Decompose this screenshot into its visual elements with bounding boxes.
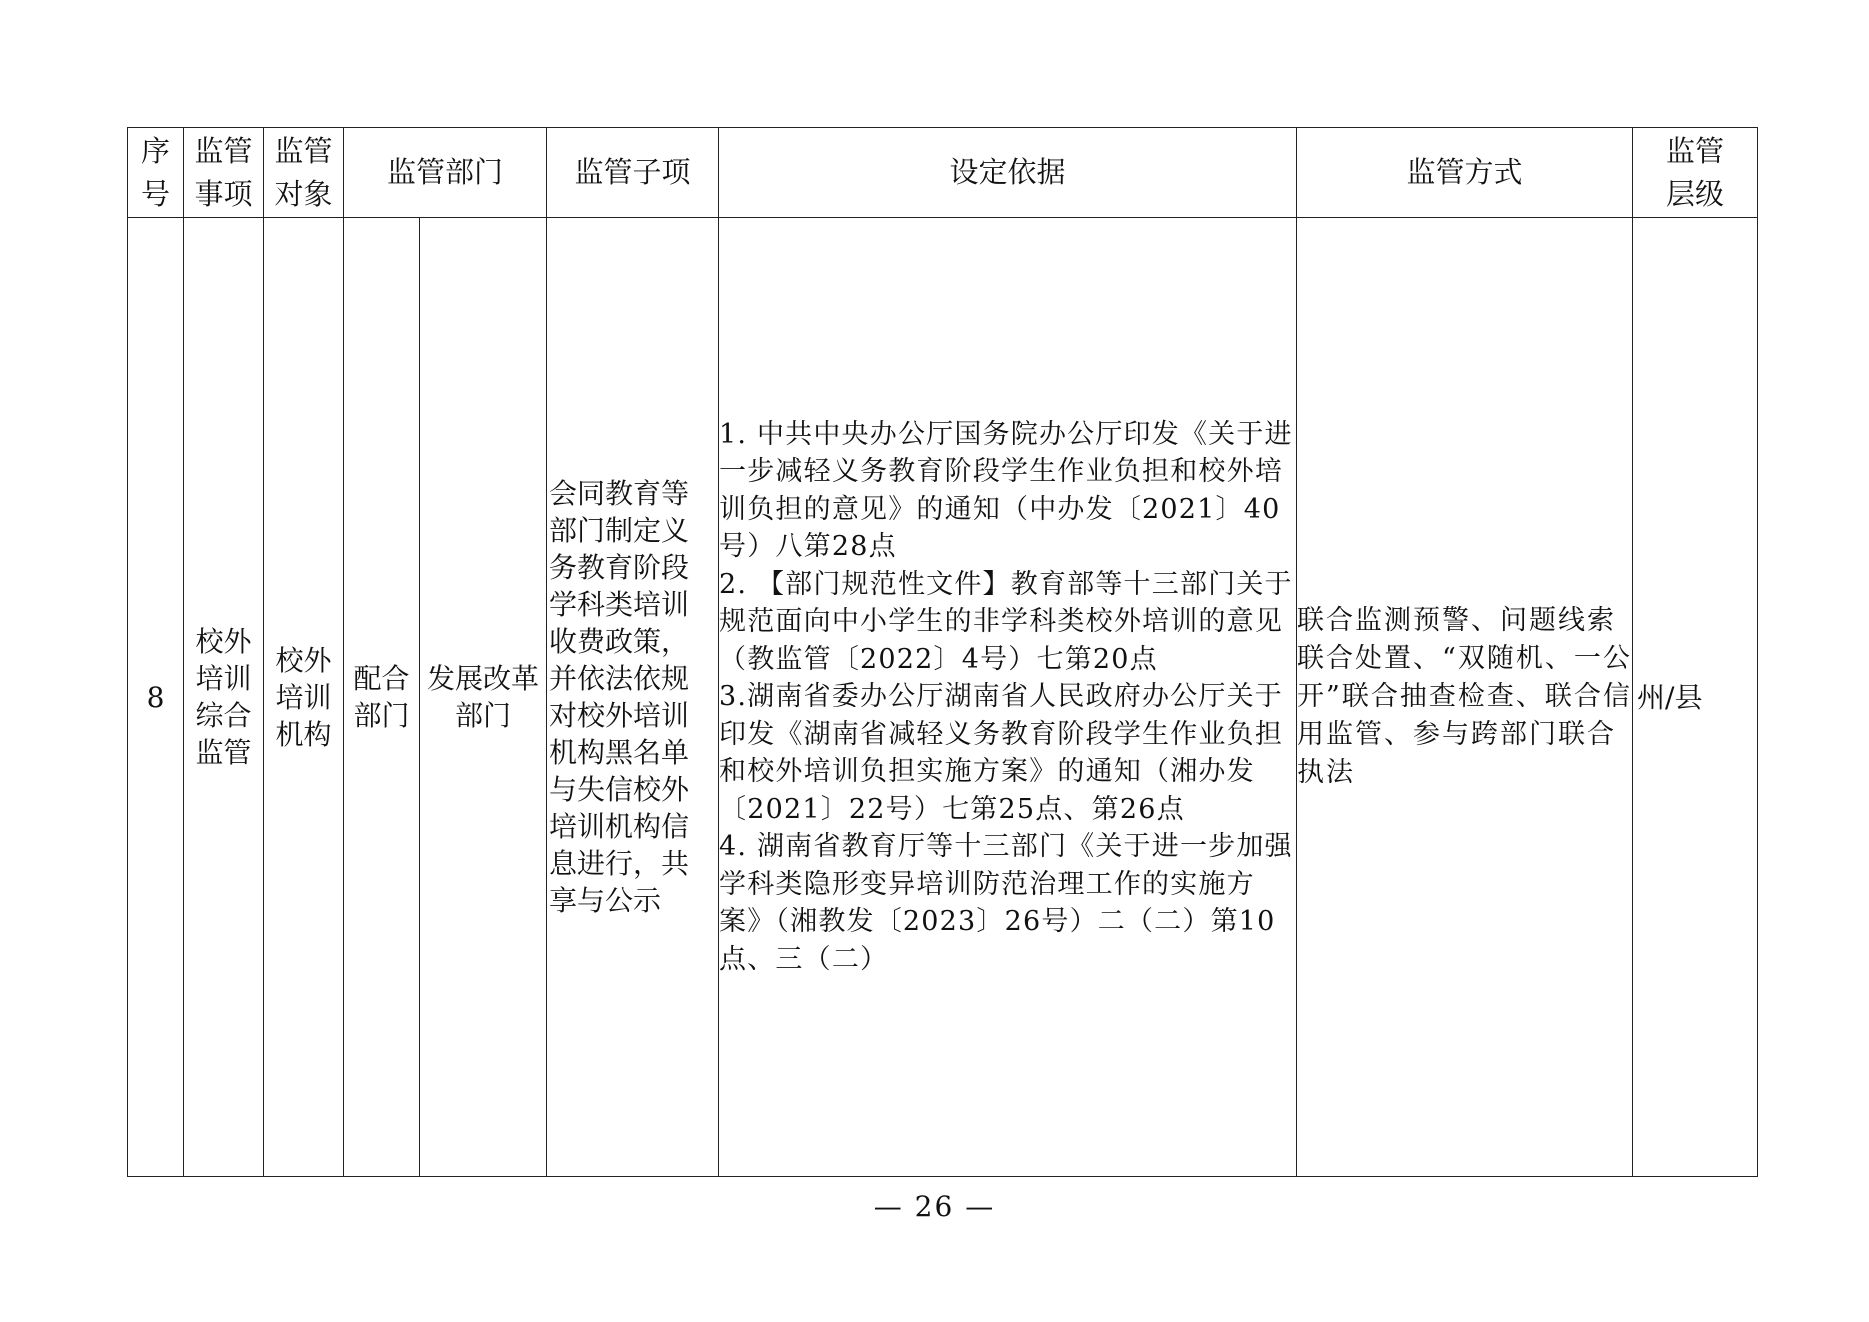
basis-item-4: 4. 湖南省教育厅等十三部门《关于进一步加强学科类隐形变异培训防范治理工作的实施方案》（湘教发〔2023〕26号）二（二）第10点、三（二） (719, 831, 1293, 975)
table-row (128, 218, 1758, 1177)
regulation-table-area (127, 127, 1757, 1177)
header-method: 监管方式 (1297, 128, 1633, 218)
cell-item: 校外培训综合监管 (184, 218, 264, 1177)
header-item: 监管事项 (184, 128, 264, 218)
header-seq: 序号 (128, 128, 184, 218)
cell-level: 州/县 (1633, 218, 1758, 1177)
cell-dept-role: 配合部门 (344, 218, 420, 1177)
header-subitem: 监管子项 (547, 128, 719, 218)
basis-item-1: 1. 中共中央办公厅国务院办公厅印发《关于进一步减轻义务教育阶段学生作业负担和校外培训负担的意见》的通知（中办发〔2021〕40号）八第28点 (719, 418, 1293, 563)
cell-basis (719, 218, 1297, 1177)
regulation-table (127, 127, 1758, 1177)
cell-dept-name: 发展改革部门 (420, 218, 547, 1177)
header-level: 监管层级 (1633, 128, 1758, 218)
cell-method: 联合监测预警、问题线索联合处置、“双随机、一公开”联合抽查检查、联合信用监管、参与跨部门联合执法 (1297, 218, 1633, 1177)
header-basis: 设定依据 (719, 128, 1297, 218)
cell-seq: 8 (128, 218, 184, 1177)
table-header-row (128, 128, 1758, 218)
header-dept: 监管部门 (344, 128, 547, 218)
cell-target: 校外培训机构 (264, 218, 344, 1177)
page-number: — 26 — (873, 1190, 996, 1223)
basis-item-3: 3.湖南省委办公厅湖南省人民政府办公厅关于印发《湖南省减轻义务教育阶段学生作业负担和校外培训负担实施方案》的通知（湘办发〔2021〕22号）七第25点、第26点 (719, 681, 1284, 825)
cell-subitem: 会同教育等部门制定义务教育阶段学科类培训收费政策，并依法依规对校外培训机构黑名单与失信校外培训机构信息进行，共享与公示 (547, 218, 719, 1177)
basis-item-2: 2. 【部门规范性文件】教育部等十三部门关于规范面向中小学生的非学科类校外培训的意见（教监管〔2022〕4号）七第20点 (719, 568, 1293, 675)
header-target: 监管对象 (264, 128, 344, 218)
